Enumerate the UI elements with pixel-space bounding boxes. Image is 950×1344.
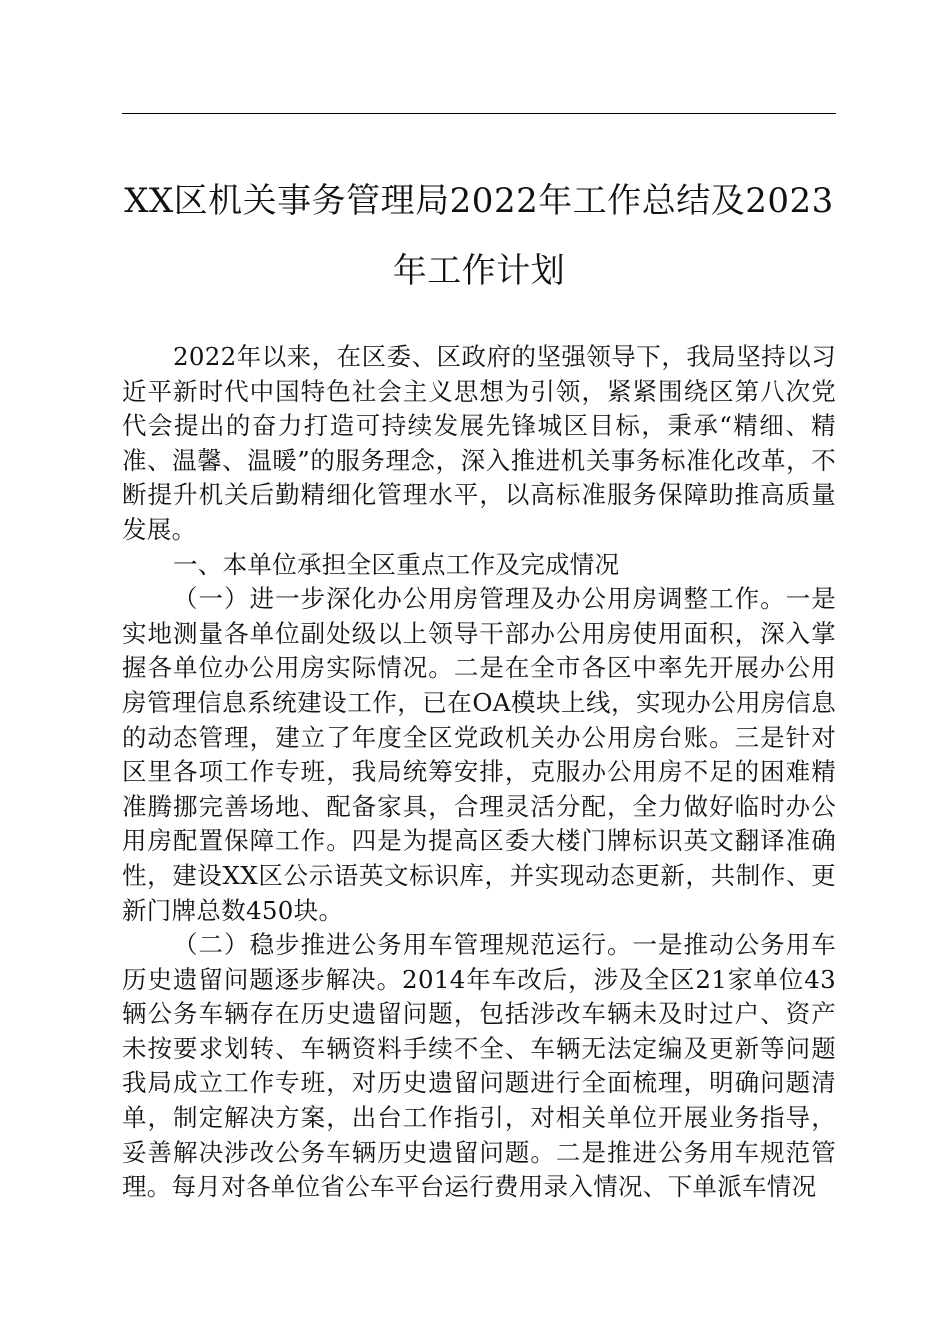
paragraph-official-vehicles: （二）稳步推进公务用车管理规范运行。一是推动公务用车历史遗留问题逐步解决。2014年车改后，涉及全区21家单位43辆公务车辆存在历史遗留问题，包括涉改车辆未及时过户、资产未按要求划转、车辆资料手续不全、车辆无法定编及更新等问题我局成立工作专班，对历史遗留问题进行全面梳理，明确问题清单，制定解决方案，出台工作指引，对相关单位开展业务指导，妥善解决涉改公务车辆历史遗留问题。二是推进公务用车规范管理。每月对各单位省公车平台运行费用录入情况、下单派车情况 [122, 930, 836, 1202]
section-heading-1: 一、本单位承担全区重点工作及完成情况 [173, 549, 620, 579]
title-line-1: XX区机关事务管理局2022年工作总结及2023 [124, 181, 834, 221]
document-body [122, 340, 836, 1205]
intro-paragraph: 2022年以来，在区委、区政府的坚强领导下，我局坚持以习近平新时代中国特色社会主义思想为引领，紧紧围绕区第八次党代会提出的奋力打造可持续发展先锋城区目标，秉承“精细、精准、温馨、温暖”的服务理念，深入推进机关事务标准化改革，不断提升机关后勤精细化管理水平，以高标准服务保障助推高质量发展。 [122, 342, 836, 544]
paragraph-office-space: （一）进一步深化办公用房管理及办公用房调整工作。一是实地测量各单位副处级以上领导干部办公用房使用面积，深入掌握各单位办公用房实际情况。二是在全市各区中率先开展办公用房管理信息系统建设工作，已在OA模块上线，实现办公用房信息的动态管理，建立了年度全区党政机关办公用房台账。三是针对区里各项工作专班，我局统筹安排，克服办公用房不足的困难精准腾挪完善场地、配备家具，合理灵活分配，全力做好临时办公用房配置保障工作。四是为提高区委大楼门牌标识英文翻译准确性，建设XX区公示语英文标识库，并实现动态更新，共制作、更新门牌总数450块。 [122, 584, 836, 925]
document-title [122, 166, 836, 306]
header-rule [122, 113, 836, 114]
title-line-2: 年工作计划 [392, 251, 566, 291]
